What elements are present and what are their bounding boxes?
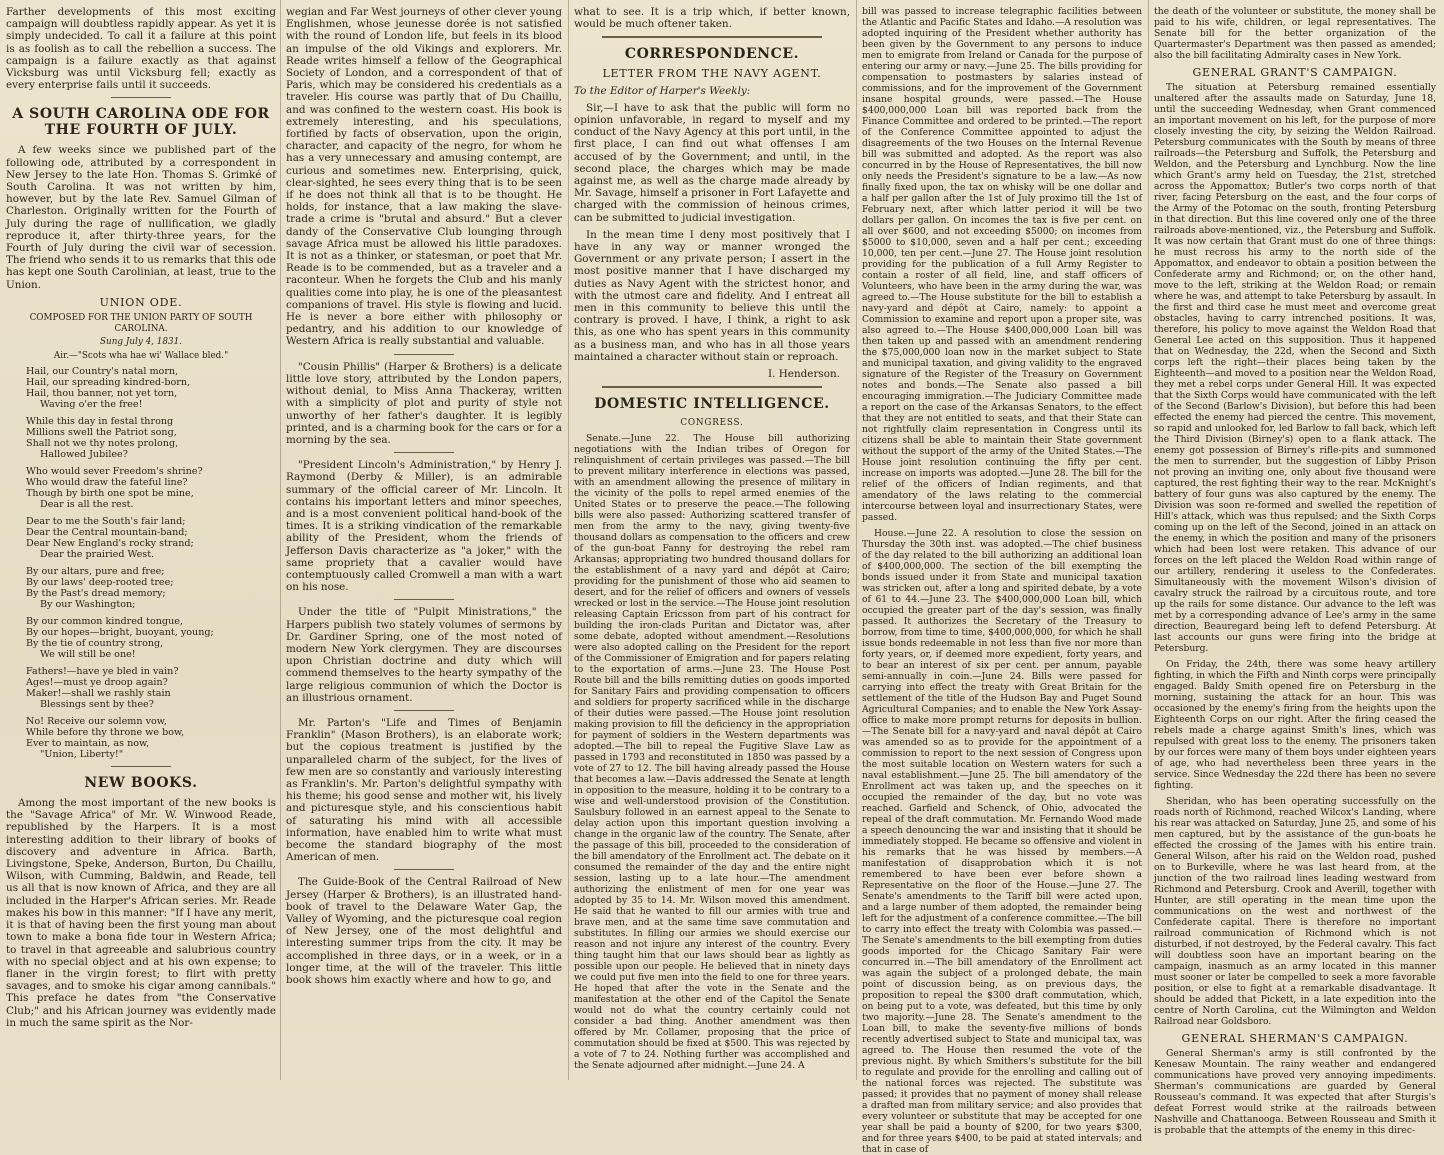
ode-stanza: [26, 366, 276, 410]
divider: [111, 97, 171, 98]
sherman-campaign-paragraph: General Sherman's army is still confronted by the Kenesaw Mountain. The rainy weather and endangered communications have proved very annoying impediments. Sherman's communications are guarded by General Rousseau's command. It was expected that after Sturgis's defeat Forrest would strike at the railroads between Nashville and Chattanooga. Between Rousseau and Smith it is probable that the attempts of the enemy in this direc-: [1154, 1048, 1436, 1136]
correspondence-heading: CORRESPONDENCE.: [624, 46, 800, 63]
verse-line: Dear to me the South's fair land;: [26, 516, 186, 528]
verse-line: Fathers!—have ye bled in vain?: [26, 666, 179, 678]
pulpit-ministrations-paragraph: Under the title of "Pulpit Ministrations," the Harpers publish two stately volumes of sermons by Dr. Gardiner Spring, one of the most noted of modern New York clergymen. They are discourses upon Christian doctrine and duty which will commend themselves to the hearty sympathy of the large religious communion of which the Doctor is an illustrious ornament.: [286, 606, 562, 704]
ode-stanza: [26, 416, 276, 460]
column-rule: [1148, 0, 1149, 1080]
house-proceedings-continued: the death of the volunteer or substitute, the money shall be paid to his wife, children, or legal representatives. The Senate bill for the better organization of the Quartermaster's Department was then passed as amended; also the bill facilitating Admiralty cases in New York.: [1154, 6, 1436, 61]
ode-stanza: [26, 466, 276, 510]
verse-line: Maker!—shall we rashly stain: [26, 688, 171, 700]
divider: [394, 869, 454, 870]
verse-line: Who would sever Freedom's shrine?: [26, 466, 203, 478]
verse-line: Ever to maintain, as now,: [26, 738, 150, 750]
verse-line: Hail, our Country's natal morn,: [26, 366, 179, 378]
new-books-heading: NEW BOOKS.: [84, 775, 198, 792]
letter-signature: I. Henderson.: [768, 368, 840, 381]
divider: [394, 599, 454, 600]
house-proceedings: House.—June 22. A resolution to close the session on Thursday the 30th inst. was adopted.—The chief business of the day related to the bill authorizing an additional loan of $400,000,000. The section of the bill exempting the bonds issued under it from State and municipal taxation was stricken out, after a long and spirited debate, by a vote of 61 to 44.—June 23. The $400,000,000 Loan bill, which occupied the greater part of the day's session, was finally passed. It authorizes the Secretary of the Treasury to borrow, from time to time, $400,000,000, for which he shall issue bonds redeemable in not less than five nor more than forty years, or, if deemed more expedient, forty years, and to bear an interest of six per cent. per annum, payable semi-annually in coin.—June 24. Bills were passed for carrying into effect the treaty with Great Britain for the settlement of the title of the Hudson Bay and Puget Sound Agricultural Companies; and to enable the New York Assay-office to make more prompt returns for deposits in bullion.—The Senate bill for a navy-yard and naval dépôt at Cairo was amended so as to provide for the appointment of a commission to report to the next session of Congress upon the most suitable location on Western waters for such a naval establishment.—June 25. The bill amendatory of the Enrollment act was taken up, and the speeches on it occupied the remainder of the day, but no vote was reached. Garfield and Schenck, of Ohio, advocated the repeal of the draft commutation. Mr. Fernando Wood made a speech denouncing the war and insisting that it should be immediately stopped. He became so offensive and violent in his remarks that he was hissed by members.—A manifestation of disapprobation which it is not remembered to have been ever before shown a Representative on the floor of the House.—June 27. The Senate's amendments to the Tariff bill were acted upon, and a large number of them adopted, the remainder being left for the adjustment of a conference committee.—The bill to carry into effect the treaty with Colombia was passed.—The Senate's amendments to the bill exempting from duties goods imported for the Chicago Sanitary Fair were concurred in.—The bill amendatory of the Enrollment act was again the subject of a prolonged debate, the main point of discussion being, as on previous days, the proposition to repeal the $300 draft commutation, which, on being put to a vote, was defeated, but this time by only two majority.—June 28. The Senate's amendment to the Loan bill, to make the seventy-five millions of bonds recently advertised subject to State and municipal tax, was agreed to. The House then resumed the vote of the previous night. By which Smithers's substitute for the bill to regulate and provide for the enrolling and calling out of the national forces was rejected. The substitute was passed; it provides that no payment of money shall release a drafted man from military service; and also provides that every volunteer or substitute that may be accepted for one year shall be paid a bounty of $200, for two years $300, and for three years $400, to be paid at stated intervals; and that in case of: [862, 528, 1142, 1155]
lincoln-administration-paragraph: "President Lincoln's Administration," by Henry J. Raymond (Derby & Miller), is an admirable summary of the official career of Mr. Lincoln. It contains his important letters and minor speeches, and is a most convenient political hand-book of the times. It is a striking vindication of the remarkable ability of the President, whom the friends of Jefferson Davis characterize as "a joker," with the same propriety that a cavalier would have contemptuously called Cromwell a man with a wart on his nose.: [286, 459, 562, 594]
senate-proceedings-continued: bill was passed to increase telegraphic facilities between the Atlantic and Pacific States and Idaho.—A resolution was adopted inquiring of the President whether authority has been given by the Government to any persons to induce men to emigrate from Ireland or Canada for the purpose of entering our army or navy.—June 25. The bills providing for compensation to postmasters by salaries instead of commissions, and for the improvement of the Government insane hospital grounds, were passed.—The House $400,000,000 Loan bill was reported back from the Finance Committee and ordered to be printed.—The report of the Conference Committee appointed to adjust the disagreements of the two Houses on the Internal Revenue bill was submitted and adopted. As the report was also concurred in by the House of Representatives, the bill now only needs the President's signature to be a law.—As now finally fixed upon, the tax on whisky will be one dollar and a half per gallon after the 1st of July proximo till the 1st of February next, after which latter period it will be two dollars per gallon. On incomes the tax is five per cent. on all over $600, and not exceeding $5000; on incomes from $5000 to $10,000, seven and a half per cent.; exceeding 10,000, ten per cent.—June 27. The House joint resolution providing for the publication of a full Army Register to contain a roster of all field, line, and staff officers of Volunteers, who have been in the army during the war, was agreed to.—The House substitute for the bill to establish a navy-yard and dépôt at Cairo, namely: to appoint a Commission to examine and report upon a proper site, was also agreed to.—The House $400,000,000 Loan bill was then taken up and passed with an amendment rendering the $75,000,000 loan now in the market subject to State and municipal taxation, and giving validity to the engraved signature of the Register of the Treasury on Government notes and bonds.—The Senate also passed a bill encouraging immigration.—The Judiciary Committee made a report on the case of the Arkansas Senators, to the effect that they are not entitled to seats, and that their State can not rightfully claim representation in Congress until its citizens shall be able to maintain their State government without the support of the army of the United States.—The House joint resolution continuing the fifty per cent. increase on imports was adopted.—June 28. The bill for the relief of the officers of Indian regiments, and that amendatory of the laws relating to the commercial intercourse between loyal and insurrectionary States, were passed.: [862, 6, 1142, 523]
campaign-intro-paragraph: Farther developments of this most exciting campaign will doubtless rapidly appear. As yet it is simply undecided. To call it a failure at this point is as foolish as to call the rebellion a success. The campaign is a failure exactly as that against Vicksburg was until Vicksburg fell; exactly as every enterprise fails until it succeeds.: [6, 6, 276, 92]
new-books-paragraph: Among the most important of the new books is the "Savage Africa" of Mr. W. Winwood Reade, republished by the Harpers. It is a most interesting addition to their library of books of discovery and adventure in Africa. Barth, Livingstone, Speke, Anderson, Burton, Du Chaillu, Wilson, with Cumming, Baldwin, and Reade, tell us all that is now known of Africa, and they are all included in the Harper's African series. Mr. Reade makes his bow in this manner: "If I have any merit, it is that of having been the first young man about town to make a bona fide tour in Western Africa; to travel in that agreeable and salubrious country with no special object and at his own expense; to flaner in the virgin forest; to flirt with pretty savages, and to smoke his cigar among cannibals." This preface he dates from "the Conservative Club;" and his African journey was evidently made in much the same spirit as the Nor-: [6, 797, 276, 1029]
divider: [111, 766, 171, 767]
verse-line: Blessings sent by thee?: [40, 699, 154, 711]
letter-paragraph: Sir,—I have to ask that the public will form no opinion unfavorable, in regard to myself and my conduct of the Navy Agency at this port until, in the first place, I can find out what offenses I am accused of by the Government; and until, in the second place, the charges which may be made against me, as well as the charge made already by Mr. Savage, himself a prisoner in Fort Lafayette and charged with the commission of heinous crimes, can be submitted to judicial investigation.: [574, 101, 850, 224]
ode-stanza: [26, 616, 276, 660]
verse-line: By the tie of country strong,: [26, 638, 164, 650]
ode-intro-paragraph: A few weeks since we published part of the following ode, attributed by a correspondent in New Jersey to the late Hon. Thomas S. Grimké of South Carolina. It was not written by him, however, but by the late Rev. Samuel Gilman of Charleston. Originally written for the Fourth of July during the rage of nullification, we gladly reproduce it, after thirty-three years, for the Fourth of July during the civil war of secession. The friend who sends it to us remarks that this ode has kept one South Carolinian, at least, true to the Union.: [6, 144, 276, 291]
composed-line: COMPOSED FOR THE UNION PARTY OF SOUTH CAROLINA.: [29, 313, 253, 334]
verse-line: Dear the Central mountain-band;: [26, 527, 188, 539]
sung-date: Sung July 4, 1831.: [100, 337, 182, 348]
guide-book-paragraph: The Guide-Book of the Central Railroad of New Jersey (Harper & Brothers), is an illustrated hand-book of travel to the Delaware Water Gap, the Valley of Wyoming, and the picturesque coal region of New Jersey, one of the most delightful and interesting summer trips from the city. It may be accomplished in three days, or in a week, or in a longer time, at the will of the traveler. This little book shows him exactly where and how to go, and: [286, 876, 562, 987]
verse-line: By our altars, pure and free;: [26, 566, 165, 578]
ode-poem: [6, 366, 276, 760]
verse-line: By our Washington;: [40, 599, 136, 611]
column-rule: [280, 0, 281, 1080]
senate-proceedings: Senate.—June 22. The House bill authorizing negotiations with the Indian tribes of Oregon for relinquishment of certain privileges was passed.—The bill to prevent military interference in elections was passed, with an amendment allowing the presence of military in the vicinity of the polls to repel armed enemies of the United States or to preserve the peace.—The following bills were also passed: Authorizing scattered transfer of men from the army to the navy, giving twenty-five thousand dollars as compensation to the officers and crew of the gun-boat Fanny for destroying the rebel ram Arkansas; appropriating two hundred thousand dollars for the establishment of a navy yard and dépôt at Cairo; providing for the punishment of those who aid seamen to desert, and for the relief of officers and owners of vessels wrecked or lost in the service.—The House joint resolution releasing Captain Ericsson from part of his contract for building the iron-clads Puritan and Dictator was, after some debate, adopted without amendment.—Resolutions were also adopted calling on the President for the report of the Commissioner of Emigration and for papers relating to the exportation of arms.—June 23. The House Post Route bill and the bills remitting duties on goods imported for Sanitary Fairs and providing compensation to officers and soldiers for property sacrificed while in the discharge of their duties were passed.—The House joint resolution making provision to fill the deficiency in the appropriation for payment of soldiers in the Western departments was adopted.—The bill to repeal the Fugitive Slave Law as passed in 1793 and reconstituted in 1850 was passed by a vote of 27 to 12. The bill having already passed the House that becomes a law.—Davis addressed the Senate at length in opposition to the measure, holding it to be contrary to a wise and well-understood provision of the Constitution. Saulsbury followed in an earnest appeal to the Senate to delay action upon this important question involving a change in the organic law of the country. The Senate, after the passage of this bill, proceeded to the consideration of the bill amendatory of the Enrollment act. The debate on it consumed the remainder of the day and the entire night session, lasting up to a late hour.—The amendment authorizing the enlistment of men for one year was adopted by 35 to 14. Mr. Wilson moved this amendment. He said that he wanted to fill our armies with true and brave men, and at the same time save commutation and substitutes. In filling our armies we should exercise our reason and not injure any interest of the country. Every thing taught him that our laws should bear as lightly as possible upon our people. He believed that in ninety days we could put five men into the field to one for three years. He hoped that after the vote in the Senate and the manifestation at the other end of the Capitol the Senate would not do what the country certainly could not consider a bad thing. Another amendment was then offered by Mr. Collamer, proposing that the price of commutation should be fixed at $500. This was rejected by a vote of 7 to 24. Nothing further was accomplished and the Senate adjourned after midnight.—June 24. A: [574, 432, 850, 1071]
column-3: [574, 6, 850, 1074]
ode-stanza: [26, 566, 276, 610]
verse-line: By our laws' deep-rooted tree;: [26, 577, 174, 589]
divider: [394, 452, 454, 453]
grant-campaign-paragraph: On Friday, the 24th, there was some heavy artillery fighting, in which the Fifth and Ninth corps were principally engaged. Baldy Smith opened fire on Petersburg in the morning, sustaining the attack for an hour. This was occasioned by the enemy's firing from the heights upon the Eighteenth Corps on our right. After the firing ceased the rebels made a charge against Smith's lines, which was repulsed with great loss to the enemy. The prisoners taken by our forces were many of them boys under eighteen years of age, who had nevertheless been three years in the service. Since Wednesday the 22d there has been no severe fighting.: [1154, 659, 1436, 791]
column-4: [862, 6, 1142, 1155]
ode-stanza: [26, 516, 276, 560]
to-editor-line: To the Editor of Harper's Weekly:: [574, 84, 751, 97]
ode-heading: A SOUTH CAROLINA ODE FOR THE FOURTH OF JULY.: [12, 106, 270, 139]
ode-stanza: [26, 716, 276, 760]
grant-campaign-paragraph: The situation at Petersburg remained essentially unaltered after the assaults made on Saturday, June 18, until the succeeding Wednesday, when Grant commenced an important movement on his left, for the purpose of more closely investing the city, by seizing the Weldon Railroad. Petersburg communicates with the South by means of three railroads—the Petersburg and Suffolk, the Petersburg and Weldon, and the Petersburg and Lynchburg. Now the line which Grant's army held on Tuesday, the 21st, stretched across the Appomattox; Butler's two corps north of that river, facing Petersburg on the east, and the four corps of the Army of the Potomac on the south, fronting Petersburg in that direction. But this line covered only one of the three railroads above-mentioned, viz., the Petersburg and Suffolk. It was now certain that Grant must do one of three things: he must recross his army to the north side of the Appomattox, and endeavor to obtain a position between the Confederate army and Richmond; or, on the other hand, move to the left, striking at the Weldon Road; or remain where he was, and attempt to take Petersburg by assault. In the first and third case he must meet and overcome great obstacles, having to carry intrenched positions. It was, therefore, his policy to move against the Weldon Road that General Lee acted on this supposition. Thus it happened that on Wednesday, the 22d, when the Second and Sixth corps left the right—their places being taken by the Eighteenth—and moved to a position near the Weldon Road, they met a rebel corps under General Hill. It was expected that the Sixth Corps would have communicated with the left of the Second (Barlow's Division), but before this had been effected the enemy had pierced the centre. This movement, so rapid and unlooked for, led Barlow to fall back, which left the Third Division (Birney's) open to a flank attack. The enemy got possession of Birney's rifle-pits and summoned the men to surrender, but the suggestion of Libby Prison not proving an inviting one, only about five thousand were captured, the rest fighting their way to the rear. McKnight's battery of four guns was also captured by the enemy. The Division was soon re-formed and swelled the repetition of Hill's attack, which was thus repulsed; and the Sixth Corps coming up on the left of the Second, joined in an attack on the enemy, in which the position and many of the prisoners which had been lost were retaken. This advance of our forces on the left placed the Weldon Road within range of our artillery, rendering it useless to the Confederates. Simultaneously with the movement Wilson's division of cavalry struck the railroad by a circuitous route, and tore up the rails for some distance. Our advance to the left was met by a corresponding advance of Lee's army in the same direction, Beauregard being left to defend Petersburg. At last accounts our guns were firing into the bridge at Petersburg.: [1154, 82, 1436, 654]
divider: [602, 36, 822, 38]
sherman-campaign-heading: GENERAL SHERMAN'S CAMPAIGN.: [1181, 1032, 1409, 1045]
grant-campaign-heading: GENERAL GRANT'S CAMPAIGN.: [1192, 66, 1398, 79]
verse-line: Hallowed Jubilee?: [40, 449, 128, 461]
verse-line: Hail, our spreading kindred-born,: [26, 377, 191, 389]
guide-book-continued: what to see. It is a trip which, if better known, would be much oftener taken.: [574, 6, 850, 31]
divider: [602, 386, 822, 388]
verse-line: Dear the prairied West.: [40, 549, 155, 561]
verse-line: By the Past's dread memory;: [26, 588, 166, 600]
franklin-biography-paragraph: Mr. Parton's "Life and Times of Benjamin Franklin" (Mason Brothers), is an elaborate work; but the copious treatment is justified by the unparalleled charm of the subject, for the lives of few men are so constantly and variously interesting as Franklin's. Mr. Parton's delightful sympathy with his theme; his good sense and mother wit, his lively and picturesque style, and his conscientious habit of saturating his mind with all accessible information, have enabled him to write what must become the standard biography of the most American of men.: [286, 716, 562, 864]
air-line: Air.—"Scots wha hae wi' Wallace bled.": [53, 350, 229, 361]
verse-line: Waving o'er the free!: [40, 399, 143, 411]
domestic-intelligence-heading: DOMESTIC INTELLIGENCE.: [594, 396, 830, 413]
verse-line: Dear is all the rest.: [40, 499, 134, 511]
column-2: [286, 6, 562, 1074]
divider: [394, 354, 454, 355]
verse-line: Though by birth one spot be mine,: [26, 488, 194, 500]
verse-line: By our common kindred tongue,: [26, 616, 183, 628]
verse-line: Dear New England's rocky strand;: [26, 538, 194, 550]
divider: [394, 710, 454, 711]
verse-line: No! Receive our solemn vow,: [26, 716, 167, 728]
verse-line: Who would draw the fateful line?: [26, 477, 188, 489]
verse-line: "Union, Liberty!": [40, 749, 124, 761]
verse-line: We will still be one!: [40, 649, 136, 661]
column-1: [6, 6, 276, 1074]
column-5: [1154, 6, 1436, 1136]
verse-line: While this day in festal throng: [26, 416, 174, 428]
verse-line: Millions swell the Patriot song,: [26, 427, 177, 439]
letter-title: LETTER FROM THE NAVY AGENT.: [602, 67, 822, 81]
ode-stanza: [26, 666, 276, 710]
union-ode-title: UNION ODE.: [99, 295, 183, 309]
letter-paragraph: In the mean time I deny most positively that I have in any way or manner wronged the Government or any private person; I assert in the most positive manner that I have discharged my duties as Navy Agent with the strictest honor, and with the utmost care and fidelity. And I entreat all men in this community to believe this until the contrary is proved. I have, I think, a right to ask this, as one who has spent years in this community as a business man, and who has in all those years maintained a character without stain or reproach.: [574, 228, 850, 363]
column-rule: [856, 0, 857, 1080]
grant-campaign-paragraph: Sheridan, who has been operating successfully on the roads north of Richmond, reached Wilcox's Landing, where his rear was attacked on Saturday, June 25, and some of his men captured, but by the assistance of the gun-boats he effected the crossing of the James with his entire train. General Wilson, after his raid on the Weldon road, pushed on to Burkeville, where he was last heard from, at the junction of the two railroad lines leading westward from Richmond and Petersburg. Crook and Averill, together with Hunter, are still operating in the mean time upon the communications on the west and northwest of the Confederate capital. There is therefore no important railroad communication of Richmond which is not disturbed, if not destroyed, by the Federal cavalry. This fact will doubtless soon have an important bearing on the campaign, inasmuch as an army located in this manner must sooner or later be compelled to seek a more favorable position, or else to fight at a remarkable disadvantage. It should be added that Pickett, in a late expedition into the centre of North Carolina, cut the Wilmington and Weldon Railroad near Goldsboro.: [1154, 796, 1436, 1027]
verse-line: Shall not we thy notes prolong,: [26, 438, 179, 450]
verse-line: While before thy throne we bow,: [26, 727, 185, 739]
verse-line: Ages!—must ye droop again?: [26, 677, 168, 689]
verse-line: Hail, thou banner, not yet torn,: [26, 388, 178, 400]
congress-subheading: CONGRESS.: [680, 418, 744, 429]
column-rule: [568, 0, 569, 1080]
reade-review-paragraph: wegian and Far West journeys of other clever young Englishmen, whose jeunesse dorée is not satisfied with the round of London life, but feels in its blood an impulse of the old Vikings and explorers. Mr. Reade writes himself a fellow of the Geographical Society of London, and a correspondent of that of Paris, which may be considered his credentials as a traveler. His course was partly that of Du Chaillu, and was confined to the western coast. His book is extremely interesting, and his speculations, fortified by facts of observation, upon the origin, character, and capacity of the negro, for whom he has a very unnecessary and amusing contempt, are curious and sometimes new. Enterprising, quick, clear-sighted, he sees every thing that is to be seen if he does not think all that is to be thought. He holds, for instance, that a law making the slave-trade a crime is "brutal and absurd." But a clever dandy of the Conservative Club lounging through savage Africa must be allowed his little paradoxes. It is not as a thinker, or statesman, or poet that Mr. Reade is to be commended, but as a traveler and a raconteur. When he forgets the Club and his manly qualities come into play, he is one of the pleasantest companions of travel. His style is flowing and lucid. He is never a bore either with philosophy or pedantry, and his addition to our knowledge of Western Africa is really substantial and valuable.: [286, 6, 562, 348]
cousin-phillis-paragraph: "Cousin Phillis" (Harper & Brothers) is a delicate little love story, attributed by the London papers, without denial, to Miss Anna Thackeray, written with a simplicity of plot and purity of style not unworthy of her father's daughter. It is legibly printed, and is a charming book for the cars or for a morning by the sea.: [286, 360, 562, 446]
verse-line: By our hopes—bright, buoyant, young;: [26, 627, 214, 639]
